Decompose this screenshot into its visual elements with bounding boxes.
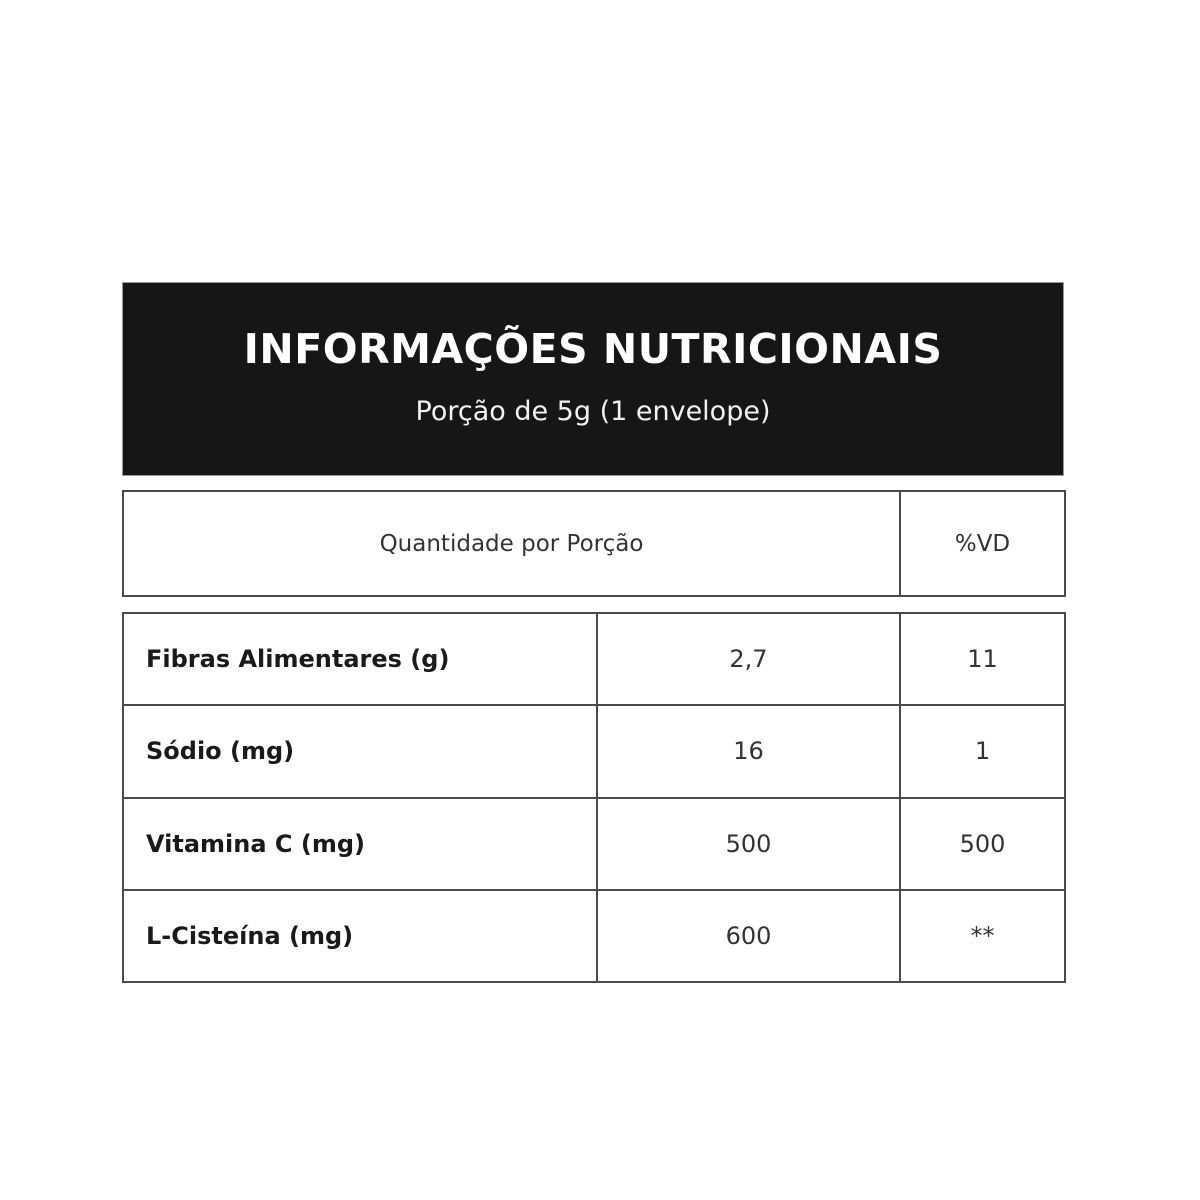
table-row [123,890,1065,982]
serving-size: Porção de 5g (1 envelope) [415,396,771,427]
nutrient-dv: 500 [900,798,1065,890]
nutrition-table [122,612,1066,983]
column-header-quantity: Quantidade por Porção [123,491,900,596]
nutrient-name: Vitamina C (mg) [123,798,597,890]
column-header-table [122,490,1066,597]
nutrition-header [122,282,1064,476]
nutrient-amount: 16 [597,705,900,797]
nutrient-dv: 11 [900,613,1065,705]
table-row [123,798,1065,890]
nutrient-name: Sódio (mg) [123,705,597,797]
table-row [123,613,1065,705]
column-header-dv: %VD [900,491,1065,596]
nutrient-dv: 1 [900,705,1065,797]
page-title: INFORMAÇÕES NUTRICIONAIS [243,325,943,373]
nutrient-amount: 500 [597,798,900,890]
nutrient-dv: ** [900,890,1065,982]
nutrient-amount: 600 [597,890,900,982]
nutrient-amount: 2,7 [597,613,900,705]
column-header-row [123,491,1065,596]
nutrient-name: L-Cisteína (mg) [123,890,597,982]
table-row [123,705,1065,797]
nutrient-name: Fibras Alimentares (g) [123,613,597,705]
